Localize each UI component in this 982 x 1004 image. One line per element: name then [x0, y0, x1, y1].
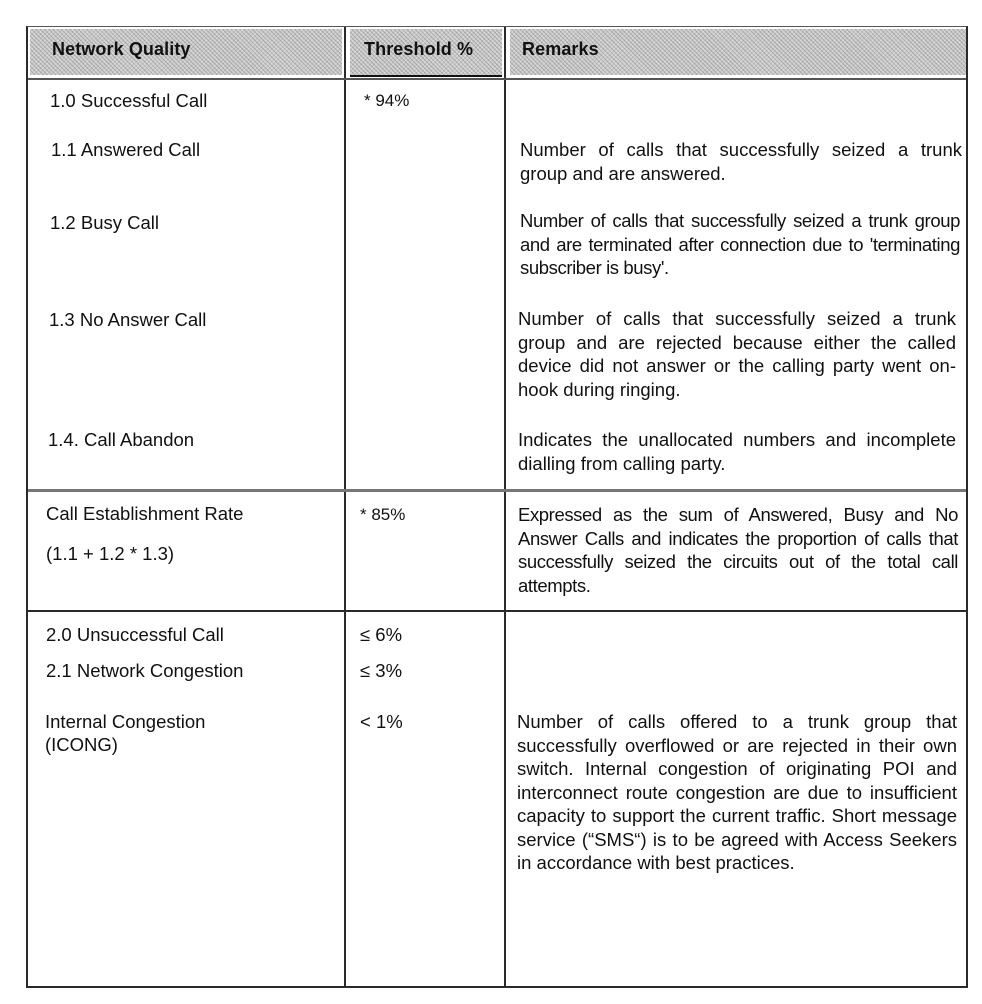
header-network-quality: Network Quality	[52, 39, 191, 59]
row-label-call-abandon: 1.4. Call Abandon	[48, 429, 195, 450]
header-divider	[28, 78, 966, 80]
row-label-successful-call: 1.0 Successful Call	[50, 90, 208, 111]
row-remark-answered-call: Number of calls that successfully seized a trunk group and are answered.	[520, 139, 962, 184]
section-divider	[28, 610, 966, 612]
row-label-call-establishment-rate: Call Establishment Rate	[46, 503, 244, 524]
row-label-internal-congestion: Internal Congestion (ICONG)	[45, 711, 206, 755]
row-threshold-internal-congestion: < 1%	[360, 711, 403, 732]
row-label-no-answer-call: 1.3 No Answer Call	[49, 309, 207, 330]
row-remark-no-answer-call: Number of calls that successfully seized a trunk group and are rejected because either the called device did not answer or the calling party went on-hook during ringing.	[518, 308, 956, 400]
header-threshold: Threshold %	[364, 39, 474, 59]
network-quality-table	[26, 26, 968, 988]
column-divider	[504, 27, 506, 986]
row-label-unsuccessful-call: 2.0 Unsuccessful Call	[46, 624, 224, 645]
header-remarks: Remarks	[522, 39, 599, 59]
row-threshold-successful-call: * 94%	[364, 91, 410, 110]
row-threshold-network-congestion: ≤ 3%	[360, 660, 403, 681]
section-divider	[28, 489, 966, 492]
row-threshold-unsuccessful-call: ≤ 6%	[360, 624, 403, 645]
header-cell-network-quality	[30, 29, 342, 75]
row-remark-internal-congestion: Number of calls offered to a trunk group that successfully overflowed or are rejected in their own switch. Internal congestion of originating POI and interconnect route congestion are due to insufficient capacity to support the current traffic. Short message service (“SMS“) is to be agreed with Access Seekers in accordance with best practices.	[517, 711, 957, 873]
row-label-busy-call: 1.2 Busy Call	[50, 212, 159, 233]
row-label-network-congestion: 2.1 Network Congestion	[46, 660, 244, 681]
header-cell-remarks	[510, 29, 966, 75]
row-remark-call-establishment-rate: Expressed as the sum of Answered, Busy and No Answer Calls and indicates the proportion of calls that successfully seized the circuits out of the total call attempts.	[518, 504, 958, 596]
row-remark-call-abandon: Indicates the unallocated numbers and incomplete dialling from calling party.	[518, 429, 956, 474]
column-divider	[344, 27, 346, 986]
header-cell-threshold	[350, 29, 502, 77]
row-remark-busy-call: Number of calls that successfully seized a trunk group and are terminated after connection due to 'terminating subscriber is busy'.	[520, 210, 960, 278]
row-label-answered-call: 1.1 Answered Call	[51, 139, 201, 160]
row-threshold-call-establishment-rate: * 85%	[360, 505, 406, 524]
row-formula-call-establishment-rate: (1.1 + 1.2 * 1.3)	[46, 543, 175, 564]
